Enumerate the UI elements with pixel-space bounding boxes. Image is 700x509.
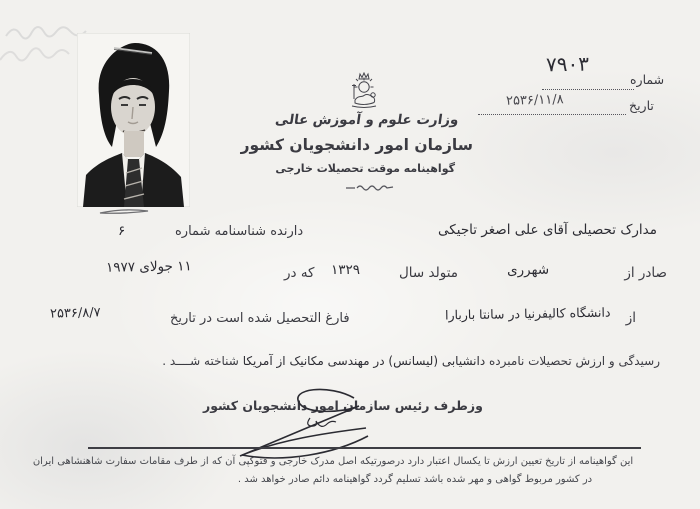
ministry-title: وزارت علوم و آموزش عالی [274, 112, 460, 128]
who-on-label: که در [284, 265, 315, 281]
from-label: از [625, 310, 636, 326]
issuing-city-value: شهرری [506, 261, 550, 279]
date-value: ۲۵۳۶/۱۱/۸ [505, 92, 564, 109]
serial-number-value: ۷۹۰۳ [545, 51, 590, 77]
organization-title: سازمان امور دانشجویان کشور [240, 136, 473, 154]
degree-value: دانشیابی (لیسانس) در مهندسی مکانیک از آمریکا [242, 354, 486, 368]
graduation-date-foreign-value: ۱۱ جولای ۱۹۷۷ [105, 258, 192, 276]
recognized-label: شناخته شــــد . [162, 354, 239, 368]
footer-line2: در کشور مربوط گواهی و مهر شده باشد تسلیم گردد گواهینامه دائم صادر خواهد شد . [237, 474, 593, 485]
issued-from-label: صادر از [624, 265, 667, 281]
staple-mark-bottom [96, 207, 152, 217]
certificate-type-title: گواهینامه موقت تحصیلات خارجی [275, 162, 455, 175]
born-label: متولد سال [399, 265, 459, 281]
birth-year-value: ۱۳۲۹ [331, 262, 361, 278]
footer-line1: این گواهینامه از تاریخ تعیین ارزش تا یکسال اعتبار دارد درصورتیکه اصل مدرک خارجی و فتوکپی آن که از طرف مقامات سفارت شاهنشاهی ایران [32, 456, 634, 467]
lion-and-sun-emblem-icon [347, 72, 381, 110]
id-number-value: ۶ [118, 223, 126, 239]
graduated-label: فارغ التحصیل شده است در تاریخ [170, 311, 350, 326]
review-label: رسیدگی و ارزش تحصیلات نامبرده [489, 354, 660, 368]
holder-label: دارنده شناسنامه شماره [175, 224, 304, 239]
docs-label: مدارک تحصیلی آقای [542, 222, 657, 238]
footer-rule [88, 447, 641, 449]
graduation-date-iranian-value: ۲۵۳۶/۸/۷ [49, 305, 101, 322]
body-line1-right [438, 222, 657, 238]
date-label: تاریخ [629, 98, 654, 113]
serial-dotted-line [542, 88, 634, 90]
serial-number-label: شماره [630, 72, 665, 87]
body-line4 [28, 354, 660, 368]
date-dotted-line [478, 113, 626, 115]
university-value: دانشگاه کالیفرنیا در سانتا باربارا [444, 304, 611, 323]
header-divider [345, 183, 395, 192]
portrait-photo [77, 33, 190, 207]
student-name: علی اصغر تاجیکی [438, 222, 539, 238]
signature-title: وزطرف رئیس سازمان امور دانشجویان کشور [203, 398, 483, 413]
